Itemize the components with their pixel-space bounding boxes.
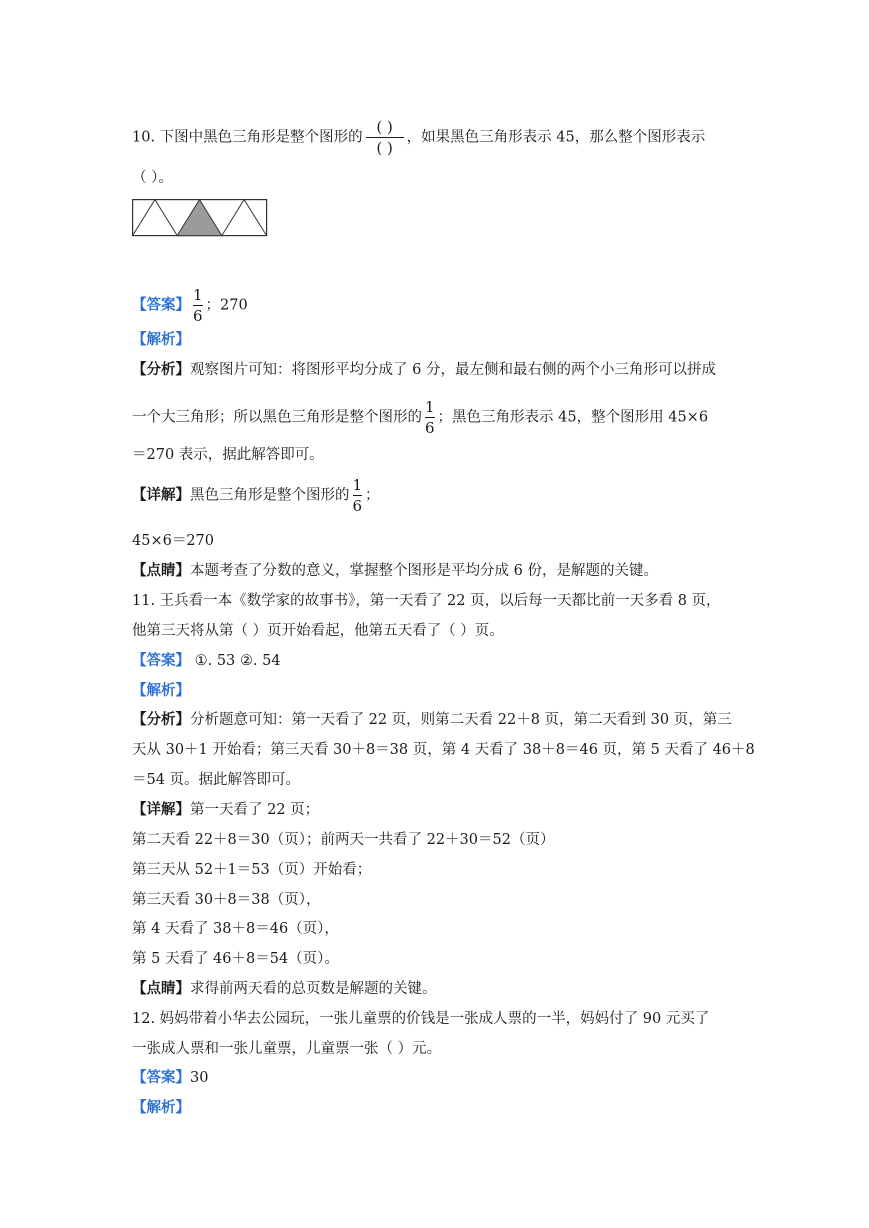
q11-stem-line2: 他第三天将从第（ ）页开始看起，他第五天看了（ ）页。	[132, 623, 504, 639]
answer-label: 【答案】	[132, 296, 190, 314]
q10-xiangjie-denominator: 6	[352, 497, 363, 515]
q11-dianjing-text: 求得前两天看的总页数是解题的关键。	[190, 981, 437, 997]
q10-answer-rest: ；270	[205, 297, 248, 314]
fenxi-label: 【分析】	[132, 361, 190, 378]
q10-answer-denominator: 6	[193, 307, 203, 325]
q11-xiangjie-6: 第 5 天看了 46＋8＝54（页）。	[132, 951, 339, 967]
q10-fenxi-text-2a: 一个大三角形；所以黑色三角形是整个图形的	[132, 409, 422, 426]
xiangjie-label: 【详解】	[132, 486, 190, 504]
q11-xiangjie-1	[132, 800, 319, 820]
q12-jiexi: 【解析】	[132, 1099, 190, 1116]
q12-answer	[132, 1068, 208, 1088]
q11-stem-line1: 11. 王兵看一本《数学家的故事书》，第一天看了 22 页，以后每一天都比前一天多看 8 页，	[132, 593, 721, 609]
q10-stem-text-b: ，如果黑色三角形表示 45，那么整个图形表示	[406, 129, 706, 146]
q10-answer-fraction	[193, 286, 203, 325]
q12-stem-line2: 一张成人票和一张儿童票，儿童票一张（ ）元。	[132, 1041, 442, 1057]
q10-fenxi-text-2b: ；黑色三角形表示 45，整个图形用 45×6	[437, 409, 709, 426]
q11-xiangjie-5: 第 4 天看了 38＋8＝46（页），	[132, 921, 339, 937]
dianjing-label: 【点睛】	[132, 562, 190, 579]
answer-label: 【答案】	[132, 1069, 190, 1086]
q10-blank-numerator: ( )	[376, 118, 393, 136]
triangle-figure	[132, 199, 268, 237]
q10-fenxi-3: ＝270 表示，据此解答即可。	[132, 447, 324, 463]
q10-stem-line1	[132, 118, 705, 157]
q11-xiangjie-text-1: 第一天看了 22 页；	[190, 802, 320, 818]
triangle-right	[222, 200, 267, 236]
q10-jiexi: 【解析】	[132, 331, 190, 348]
triangle-left	[133, 200, 178, 236]
dianjing-label: 【点睛】	[132, 980, 190, 997]
q10-xiangjie-fraction	[353, 476, 363, 515]
q10-xiangjie-text-b: ；	[365, 487, 380, 504]
q11-jiexi: 【解析】	[132, 682, 190, 699]
q10-fenxi-1	[132, 360, 716, 380]
q10-stem-line2: （ ）。	[132, 170, 173, 186]
q11-xiangjie-2: 第二天看 22＋8＝30（页）；前两天一共看了 22＋30＝52（页）	[132, 832, 555, 848]
q10-xiangjie-2: 45×6＝270	[132, 533, 215, 549]
xiangjie-label: 【详解】	[132, 801, 190, 818]
q10-blank-fraction	[366, 118, 404, 157]
q10-fenxi-text-1: 观察图片可知：将图形平均分成了 6 分，最左侧和最右侧的两个小三角形可以拼成	[190, 362, 716, 378]
q10-fenxi-fraction	[425, 398, 435, 437]
q11-fenxi-3: ＝54 页。据此解答即可。	[132, 772, 301, 788]
answer-label: 【答案】	[132, 652, 190, 669]
q11-fenxi-text-1: 分析题意可知：第一天看了 22 页，则第二天看 22＋8 页，第二天看到 30 页，第三	[190, 712, 732, 728]
q11-fenxi-2: 天从 30＋1 开始看；第三天看 30＋8＝38 页，第 4 天看了 38＋8＝46 页，第 5 天看了 46＋8	[132, 742, 755, 758]
q10-dianjing	[132, 561, 658, 581]
q11-dianjing	[132, 979, 437, 999]
q10-fenxi-numerator: 1	[425, 398, 435, 416]
q10-xiangjie-text-a: 黑色三角形是整个图形的	[190, 487, 350, 504]
q11-xiangjie-4: 第三天看 30＋8＝38（页），	[132, 892, 321, 908]
q10-answer-numerator: 1	[193, 286, 203, 304]
q10-stem-text-a: 10. 下图中黑色三角形是整个图形的	[132, 129, 363, 146]
q11-answer-text: ①. 53 ②. 54	[190, 653, 281, 669]
q10-xiangjie-numerator: 1	[352, 476, 363, 494]
q10-fenxi-2	[132, 398, 708, 437]
q10-dianjing-text: 本题考查了分数的意义，掌握整个图形是平均分成 6 份，是解题的关键。	[190, 563, 658, 579]
q10-blank-denominator: ( )	[376, 139, 393, 157]
q12-answer-text: 30	[190, 1070, 209, 1086]
q10-fenxi-denominator: 6	[425, 419, 435, 437]
q11-answer	[132, 651, 281, 671]
q11-fenxi-1	[132, 710, 732, 730]
triangle-black	[177, 200, 222, 236]
q11-xiangjie-3: 第三天从 52＋1＝53（页）开始看；	[132, 862, 372, 878]
q12-stem-line1: 12. 妈妈带着小华去公园玩，一张儿童票的价钱是一张成人票的一半，妈妈付了 90 元买了	[132, 1011, 710, 1027]
fenxi-label: 【分析】	[132, 711, 190, 728]
q10-xiangjie-1	[132, 476, 380, 515]
q10-answer	[132, 286, 248, 325]
